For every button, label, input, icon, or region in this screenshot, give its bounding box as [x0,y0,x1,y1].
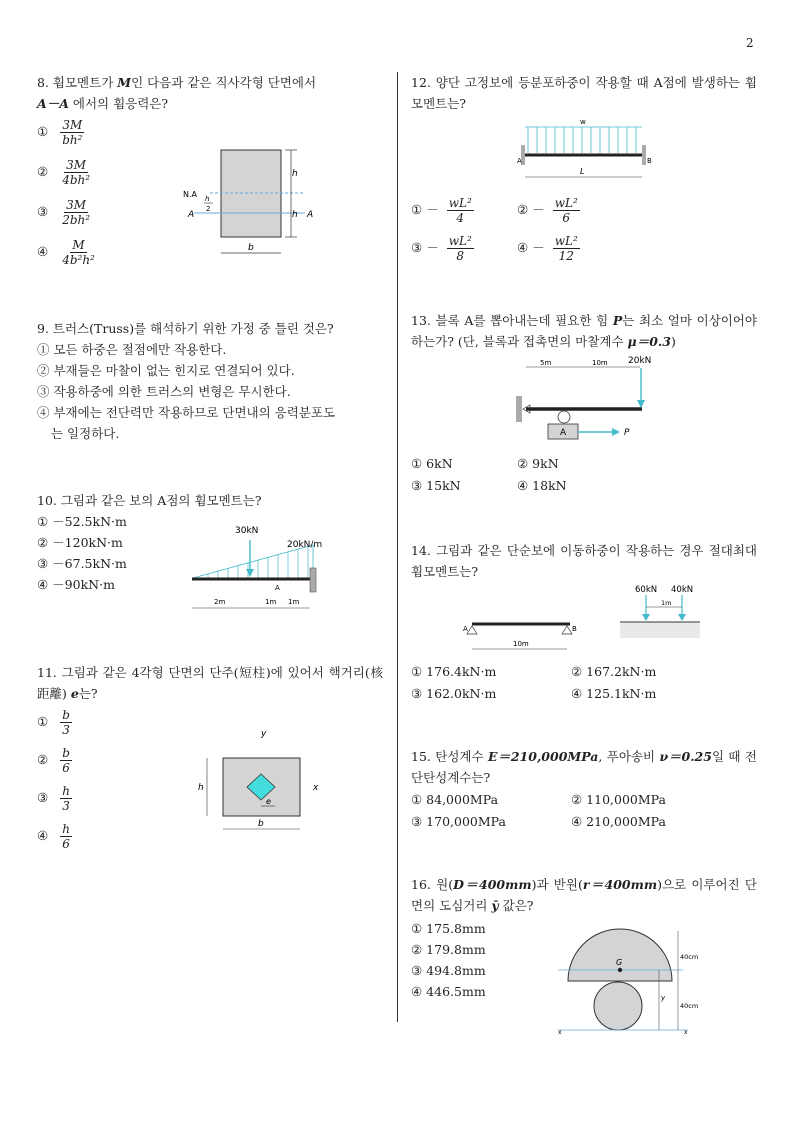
q13-option-3: ③ 15kN [411,478,461,493]
column-divider [397,72,398,1022]
q10-label-dist-load: 20kN/m [287,540,323,550]
q16-symbol-r: r＝400mm [582,877,658,892]
q16-options [411,918,486,1002]
q11-label-h: h [198,783,204,793]
q15-option-4: ④ 210,000MPa [571,814,666,829]
q8-symbol-aa: A－A [37,96,69,111]
q9-option-2: ② 부재들은 마찰이 없는 힌지로 연결되어 있다. [37,363,295,378]
q11-text-end: 는? [78,686,98,701]
q14-load-train [620,622,700,638]
q14-support-b [562,626,572,634]
q8-label-a-left: A [188,210,195,220]
q11-option-2-denominator: 6 [62,761,70,775]
q14-label-b: B [572,625,577,633]
q11-option-1-fraction [60,708,72,737]
q12-option-1 [411,196,474,225]
question-14: 14. 그림과 같은 단순보에 이동하중이 작용하는 경우 절대최대휨모멘트는? [411,543,757,579]
q8-option-1-denominator: bh² [62,133,83,147]
q15-option-2: ② 110,000MPa [571,792,666,807]
q11-label-e: e [266,797,271,806]
q10-point-load-head [246,569,254,577]
q12-option-1-numerator: wL² [448,196,472,210]
q8-option-1 [37,118,84,147]
q13-roller [558,411,570,423]
q10-label-a: A [275,584,280,592]
q11-option-2-num: ② [37,752,49,767]
q12-support-right [642,145,646,165]
q15-text-b: , 푸아송비 [598,749,660,764]
question-13 [411,310,757,352]
q11-option-4-num: ④ [37,828,49,843]
q12-option-3-fraction [447,234,474,263]
q12-option-2 [517,196,580,225]
q16-label-ybar: y [661,994,666,1002]
q11-option-3-numerator: h [62,784,70,798]
q8-option-3-numerator: 3M [66,198,87,212]
q11-option-1-num: ① [37,714,49,729]
q11-symbol-e: e [70,686,79,701]
q13-wall [516,396,522,422]
q13-label-block: A [560,428,567,438]
q12-option-4-numerator: wL² [554,234,578,248]
q8-option-2-num: ② [37,164,49,179]
q15-option-1: ① 84,000MPa [411,792,499,807]
q12-figure-fixed-beam [510,115,660,185]
q16-option-1: ① 175.8mm [411,921,486,936]
q11-figure-rect-core [195,722,330,837]
q8-option-4-numerator: M [72,238,85,252]
q12-option-2-fraction [553,196,580,225]
q9-option-3: ③ 작용하중에 의한 트러스의 변형은 무시한다. [37,384,291,399]
q14-label-load2: 40kN [671,585,694,595]
q8-option-2-fraction [60,158,92,187]
q12-option-1-denominator: 4 [456,211,465,225]
q8-label-h-inner: h [292,210,298,220]
q10-fixed-support [310,568,316,592]
q13-label-p: P [624,428,630,438]
q12-option-4-fraction [553,234,580,263]
q11-option-1-denominator: 3 [62,723,70,737]
q15-symbol-e: E＝210,000MPa [487,749,599,764]
q16-label-dim-top: 40cm [680,953,699,961]
q14-option-4: ④ 125.1kN·m [571,686,657,701]
q8-option-4-denominator: 4b²h² [62,253,95,267]
q8-option-1-fraction [60,118,84,147]
q8-option-2-denominator: 4bh² [62,173,91,187]
question-15 [411,746,757,788]
q11-option-3-num: ③ [37,790,49,805]
q13-text-c: ) [670,334,676,349]
q16-label-g: G [616,958,623,967]
q10-figure-cantilever [188,520,328,620]
q14-option-2: ② 167.2kN·m [571,664,657,679]
q8-text-a: 8. 휨모멘트가 [37,75,118,90]
q12-option-2-sign: － [532,202,545,217]
q12-option-4 [517,234,580,263]
q14-figure-simple-beam [460,580,710,655]
q16-symbol-ybar: ȳ [491,898,499,913]
q11-option-2-numerator: b [62,746,70,760]
q13-option-4: ④ 18kN [517,478,567,493]
q12-option-1-fraction [447,196,474,225]
q8-option-3-denominator: 2bh² [62,213,91,227]
q16-label-dim-bot: 40cm [680,1002,699,1010]
q12-option-2-numerator: wL² [554,196,578,210]
q16-text-c: )으로 이루어진 단면의 도심거리 [411,877,757,913]
q12-option-4-num: ④ [517,240,529,255]
q8-text-c: 에서의 휨응력은? [68,96,169,111]
q16-text-d: 값은? [498,898,534,913]
q8-symbol-m: M [117,75,132,90]
q12-option-3-numerator: wL² [448,234,472,248]
q8-label-na: N.A [183,190,197,199]
q8-label-a-right: A [307,210,314,220]
q15-text-a: 15. 탄성계수 [411,749,488,764]
q11-option-2 [37,746,72,775]
q16-semicircle [568,929,672,981]
q10-label-dim1: 2m [214,598,226,606]
q8-option-2 [37,158,92,187]
q8-option-3 [37,198,92,227]
q11-option-4-fraction [60,822,72,851]
q11-option-2-fraction [60,746,72,775]
q16-option-3: ③ 494.8mm [411,963,486,978]
q12-label-w: w [580,118,586,126]
q12-option-3-sign: － [426,240,439,255]
q10-option-4: ④ －90kN·m [37,577,115,592]
q12-option-3-num: ③ [411,240,423,255]
q14-label-span: 10m [513,640,529,648]
q12-label-b: B [647,157,652,165]
q15-symbol-nu: ν＝0.25 [659,749,712,764]
q13-figure-lever [510,352,670,447]
q12-option-2-denominator: 6 [562,211,571,225]
q14-support-a [467,626,477,634]
q13-text-b: 는 최소 얼마 이상이어야 하는가? (단, 블록과 접촉면의 마찰계수 [411,313,757,349]
q12-option-4-sign: － [532,240,545,255]
q13-option-1: ① 6kN [411,456,453,471]
q12-option-3 [411,234,474,263]
q13-p-head [612,428,620,436]
q11-option-1-numerator: b [62,708,70,722]
q16-text-a: 16. 원( [411,877,454,892]
q12-option-4-denominator: 12 [558,249,574,263]
q9-option-1: ① 모든 하중은 절점에만 작용한다. [37,342,227,357]
q8-option-1-numerator: 3M [62,118,83,132]
q11-option-4 [37,822,72,851]
q13-option-2: ② 9kN [517,456,559,471]
q12-option-2-num: ② [517,202,529,217]
q9-text: 9. 트러스(Truss)를 해석하기 위한 가정 중 틀린 것은? [37,321,334,336]
q16-circle [594,982,642,1030]
q11-label-y: y [261,729,267,739]
q13-symbol-mu: μ＝0.3 [627,334,671,349]
q13-text-a: 13. 블록 A를 뽑아내는데 필요한 힘 [411,313,613,328]
q8-label-h2-num: h [205,195,210,203]
q14-label-gap: 1m [661,599,672,607]
q10-label-dim3: 1m [288,598,300,606]
q9-option-4: ④ 부재에는 전단력만 작용하므로 단면내의 응력분포도 [37,405,336,420]
q10-label-dim2: 1m [265,598,277,606]
q16-option-2: ② 179.8mm [411,942,486,957]
q13-symbol-p: P [612,313,623,328]
q8-option-2-numerator: 3M [66,158,87,172]
q14-load2-head [678,614,686,621]
q10-option-1: ① －52.5kN·m [37,514,127,529]
q16-text-b: )과 반원( [531,877,583,892]
question-16 [411,874,757,916]
q11-label-b: b [258,819,264,829]
q8-label-h: h [292,169,298,179]
q8-label-h2-den: 2 [206,205,211,213]
q8-option-4-fraction [60,238,97,267]
q14-load1-head [642,614,650,621]
q16-option-4: ④ 446.5mm [411,984,486,999]
q16-label-x-right: x [684,1029,688,1036]
q13-load-head [637,400,645,408]
q8-option-3-num: ③ [37,204,49,219]
q15-text-c: 일 때 전단탄성계수는? [411,749,757,785]
q13-label-load: 20kN [628,356,652,366]
q11-option-3-denominator: 3 [62,799,70,813]
q10-text: 10. 그림과 같은 보의 A점의 휨모멘트는? [37,493,262,508]
q13-label-d1: 5m [540,359,552,367]
q11-option-4-denominator: 6 [62,837,70,851]
page-number: 2 [746,36,754,50]
q8-option-1-num: ① [37,124,49,139]
q14-option-1: ① 176.4kN·m [411,664,497,679]
q8-figure-rect-section [180,140,320,265]
q8-option-4-num: ④ [37,244,49,259]
q16-figure-composite-section [558,928,708,1038]
q12-label-a: A [517,157,522,165]
q10-label-point-load: 30kN [235,526,259,536]
q11-label-x: x [313,783,319,793]
q12-label-l: L [580,167,585,176]
q8-option-3-fraction [60,198,92,227]
q8-text-b: 인 다음과 같은 직사각형 단면에서 [131,75,317,90]
q8-option-4 [37,238,97,267]
q16-centroid-point [618,968,622,972]
question-11 [37,662,383,704]
q13-label-d2: 10m [592,359,608,367]
question-12: 12. 양단 고정보에 등분포하중이 작용할 때 A점에 발생하는 휨모멘트는? [411,75,757,111]
q11-option-3-fraction [60,784,72,813]
q9-option-4-cont: 는 일정하다. [51,426,120,441]
q12-option-1-num: ① [411,202,423,217]
q8-label-b: b [248,243,254,253]
q10-option-3: ③ －67.5kN·m [37,556,127,571]
q11-option-1 [37,708,72,737]
q10-option-2: ② －120kN·m [37,535,123,550]
q16-symbol-d: D＝400mm [453,877,532,892]
q14-option-3: ③ 162.0kN·m [411,686,497,701]
q11-option-3 [37,784,72,813]
q15-option-3: ③ 170,000MPa [411,814,506,829]
q12-option-1-sign: － [426,202,439,217]
q16-label-x-left: x [558,1029,562,1036]
q11-text: 11. 그림과 같은 4각형 단면의 단주(短柱)에 있어서 핵거리(核距離) [37,665,383,701]
q11-option-4-numerator: h [62,822,70,836]
q12-load-arrows [528,127,636,153]
q14-label-load1: 60kN [635,585,658,595]
question-9 [37,318,383,444]
question-8 [37,72,383,114]
q14-label-a: A [463,625,468,633]
q12-option-3-denominator: 8 [456,249,465,263]
